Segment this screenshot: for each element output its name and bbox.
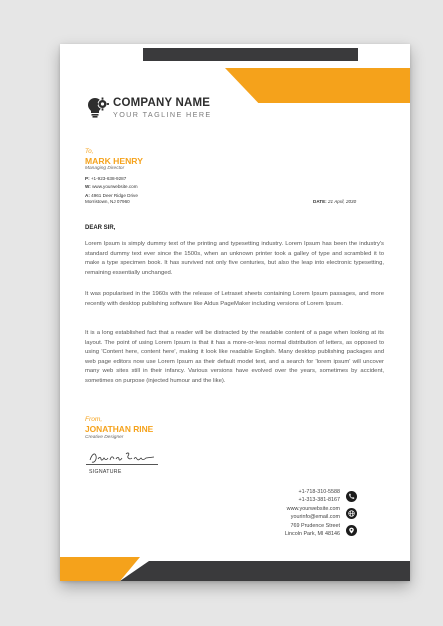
footer-website[interactable]: www.yourwebsite.com (286, 506, 340, 512)
sender-title: Creative Designer (85, 435, 124, 440)
company-logo-icon (86, 96, 110, 118)
body-paragraph-1: Lorem Ipsum is simply dummy text of the printing and typesetting industry. Lorem Ipsum has been the industry's standard dummy text ever since the 1500s, when an unknown printer took a galley of type and scrambled it to make a type specimen book. It has survived not only five centuries, but also the leap into electronic typesetting, remaining essentially unchanged. (85, 241, 384, 276)
recipient-name: MARK HENRY (85, 156, 143, 166)
recipient-address-line2: Morristown, NJ 07960 (85, 199, 130, 204)
recipient-web: W: www.yourwebsite.com (85, 184, 138, 189)
letter-date: DATE: 21 April, 2030 (313, 199, 357, 204)
recipient-phone: P: +1-923-638-9287 (85, 176, 127, 181)
footer-web (287, 506, 340, 521)
header-orange-bar (225, 68, 410, 103)
company-tagline: YOUR TAGLINE HERE (113, 110, 212, 119)
body-paragraph-2: It was popularised in the 1960s with the release of Letraset sheets containing Lorem Ipsum passages, and more recently with desktop publishing software like Aldus PageMaker including versions of Lorem Ipsum. (85, 291, 384, 307)
company-name: COMPANY NAME (113, 97, 211, 109)
web-icon (346, 508, 357, 519)
location-icon (346, 525, 357, 536)
recipient-address: A: 4961 Deer Ridge Drive (85, 193, 138, 198)
letterhead-page (60, 44, 410, 581)
to-label: To, (85, 148, 94, 155)
salutation: DEAR SIR, (85, 225, 116, 231)
footer-address-line2: Lincoln Park, MI 48146 (284, 530, 340, 537)
footer-phone-2: +1-313-381-8167 (298, 496, 340, 503)
footer-address (285, 523, 340, 538)
sender-name: JONATHAN RINE (85, 424, 154, 434)
footer-dark-bar (120, 561, 410, 581)
body-paragraph-3: It is a long established fact that a reader will be distracted by the readable content of a page when looking at its layout. The point of using Lorem Ipsum is that it has a more-or-less normal distribution of letters, as opposed to using 'Content here, content here', making it look like readable English. Many desktop publishing packages and web page editors now use Lorem Ipsum as their default model text, and a search for 'lorem ipsum' will uncover many web sites still in their infancy. Various versions have evolved over the years, sometimes by accident, sometimes on purpose (injected humour and the like). (85, 330, 384, 384)
from-label: From, (85, 416, 103, 423)
footer-email[interactable]: yourinfo@email.com (290, 513, 340, 520)
recipient-title: Managing Director (85, 166, 125, 171)
footer-address-line1: 769 Prudence Street (290, 523, 340, 529)
footer-phone-1: +1-718-310-5588 (298, 489, 340, 495)
header-dark-bar (143, 48, 358, 61)
footer-phones (298, 489, 340, 504)
signature-label: SIGNATURE (89, 469, 122, 475)
phone-icon (346, 491, 357, 502)
signature-line (86, 464, 158, 465)
